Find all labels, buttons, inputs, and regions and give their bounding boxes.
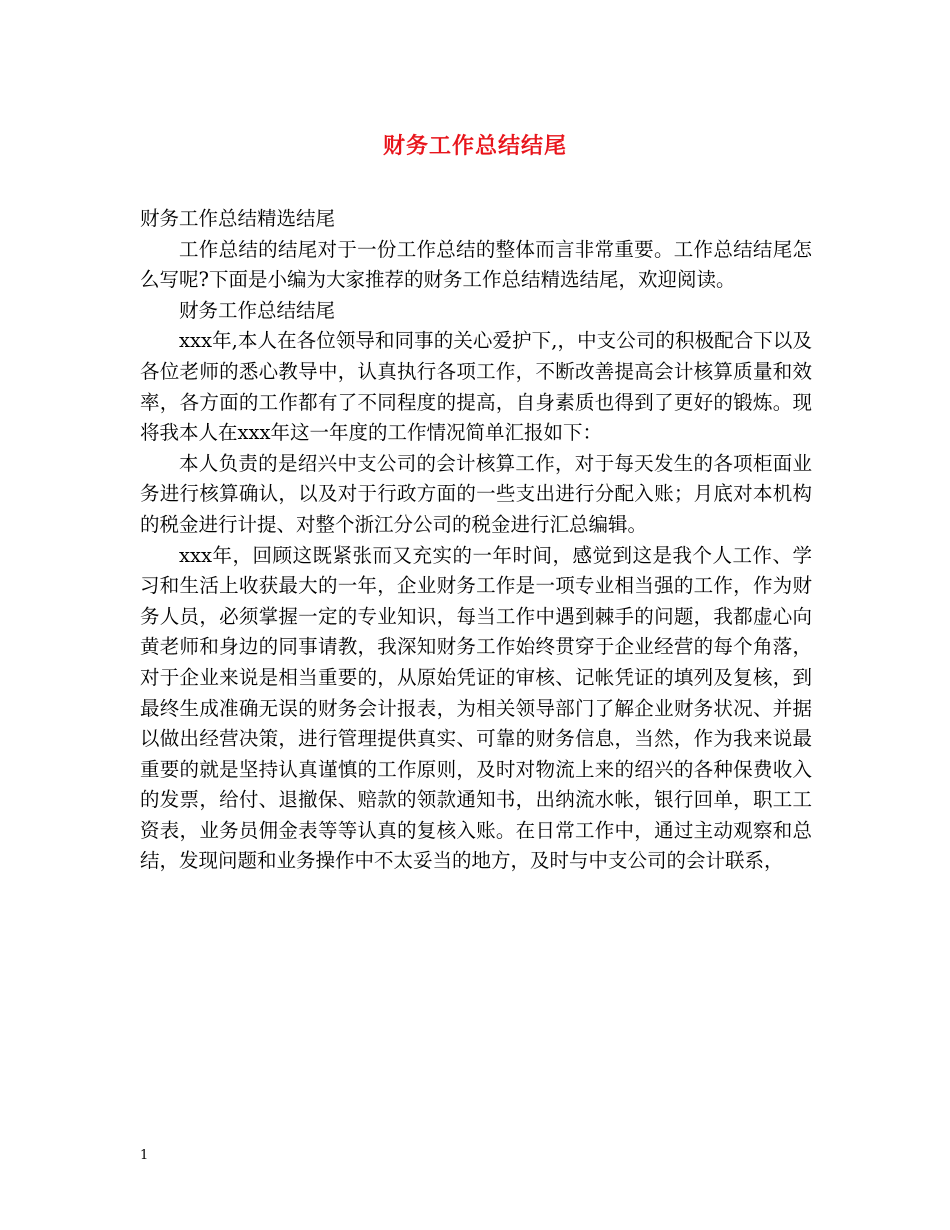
subtitle-paragraph: 财务工作总结精选结尾 — [140, 207, 336, 230]
intro-paragraph: 工作总结的结尾对于一份工作总结的整体而言非常重要。工作总结结尾怎么写呢?下面是小编为大家推荐的财务工作总结精选结尾，欢迎阅读。 — [140, 237, 812, 292]
opening-paragraph: xxx年,本人在各位领导和同事的关心爱护下,，中支公司的积极配合下以及各位老师的悉心教导中，认真执行各项工作，不断改善提高会计核算质量和效率，各方面的工作都有了不同程度的提高，自身素质也得到了更好的锻炼。现将我本人在xxx年这一年度的工作情况简单汇报如下： — [140, 329, 812, 445]
document-body — [140, 204, 812, 877]
document-title: 财务工作总结结尾 — [382, 134, 567, 159]
responsibility-paragraph: 本人负责的是绍兴中支公司的会计核算工作，对于每天发生的各项柜面业务进行核算确认，以及对于行政方面的一些支出进行分配入账；月底对本机构的税金进行计提、对整个浙江分公司的税金进行汇总编辑。 — [140, 451, 812, 536]
review-paragraph: xxx年，回顾这既紧张而又充实的一年时间，感觉到这是我个人工作、学习和生活上收获最大的一年，企业财务工作是一项专业相当强的工作，作为财务人员，必须掌握一定的专业知识，每当工作中遇到棘手的问题，我都虚心向黄老师和身边的同事请教，我深知财务工作始终贯穿于企业经营的每个角落，对于企业来说是相当重要的，从原始凭证的审核、记帐凭证的填列及复核，到最终生成准确无误的财务会计报表，为相关领导部门了解企业财务状况、并据以做出经营决策，进行管理提供真实、可靠的财务信息，当然，作为我来说最重要的就是坚持认真谨慎的工作原则，及时对物流上来的绍兴的各种保费收入的发票，给付、退撤保、赔款的领款通知书，出纳流水帐，银行回单，职工工资表，业务员佣金表等等认真的复核入账。在日常工作中，通过主动观察和总结，发现问题和业务操作中不太妥当的地方，及时与中支公司的会计联系， — [140, 543, 812, 873]
page-number: 1 — [140, 1148, 149, 1163]
section-heading-paragraph: 财务工作总结结尾 — [179, 298, 336, 322]
